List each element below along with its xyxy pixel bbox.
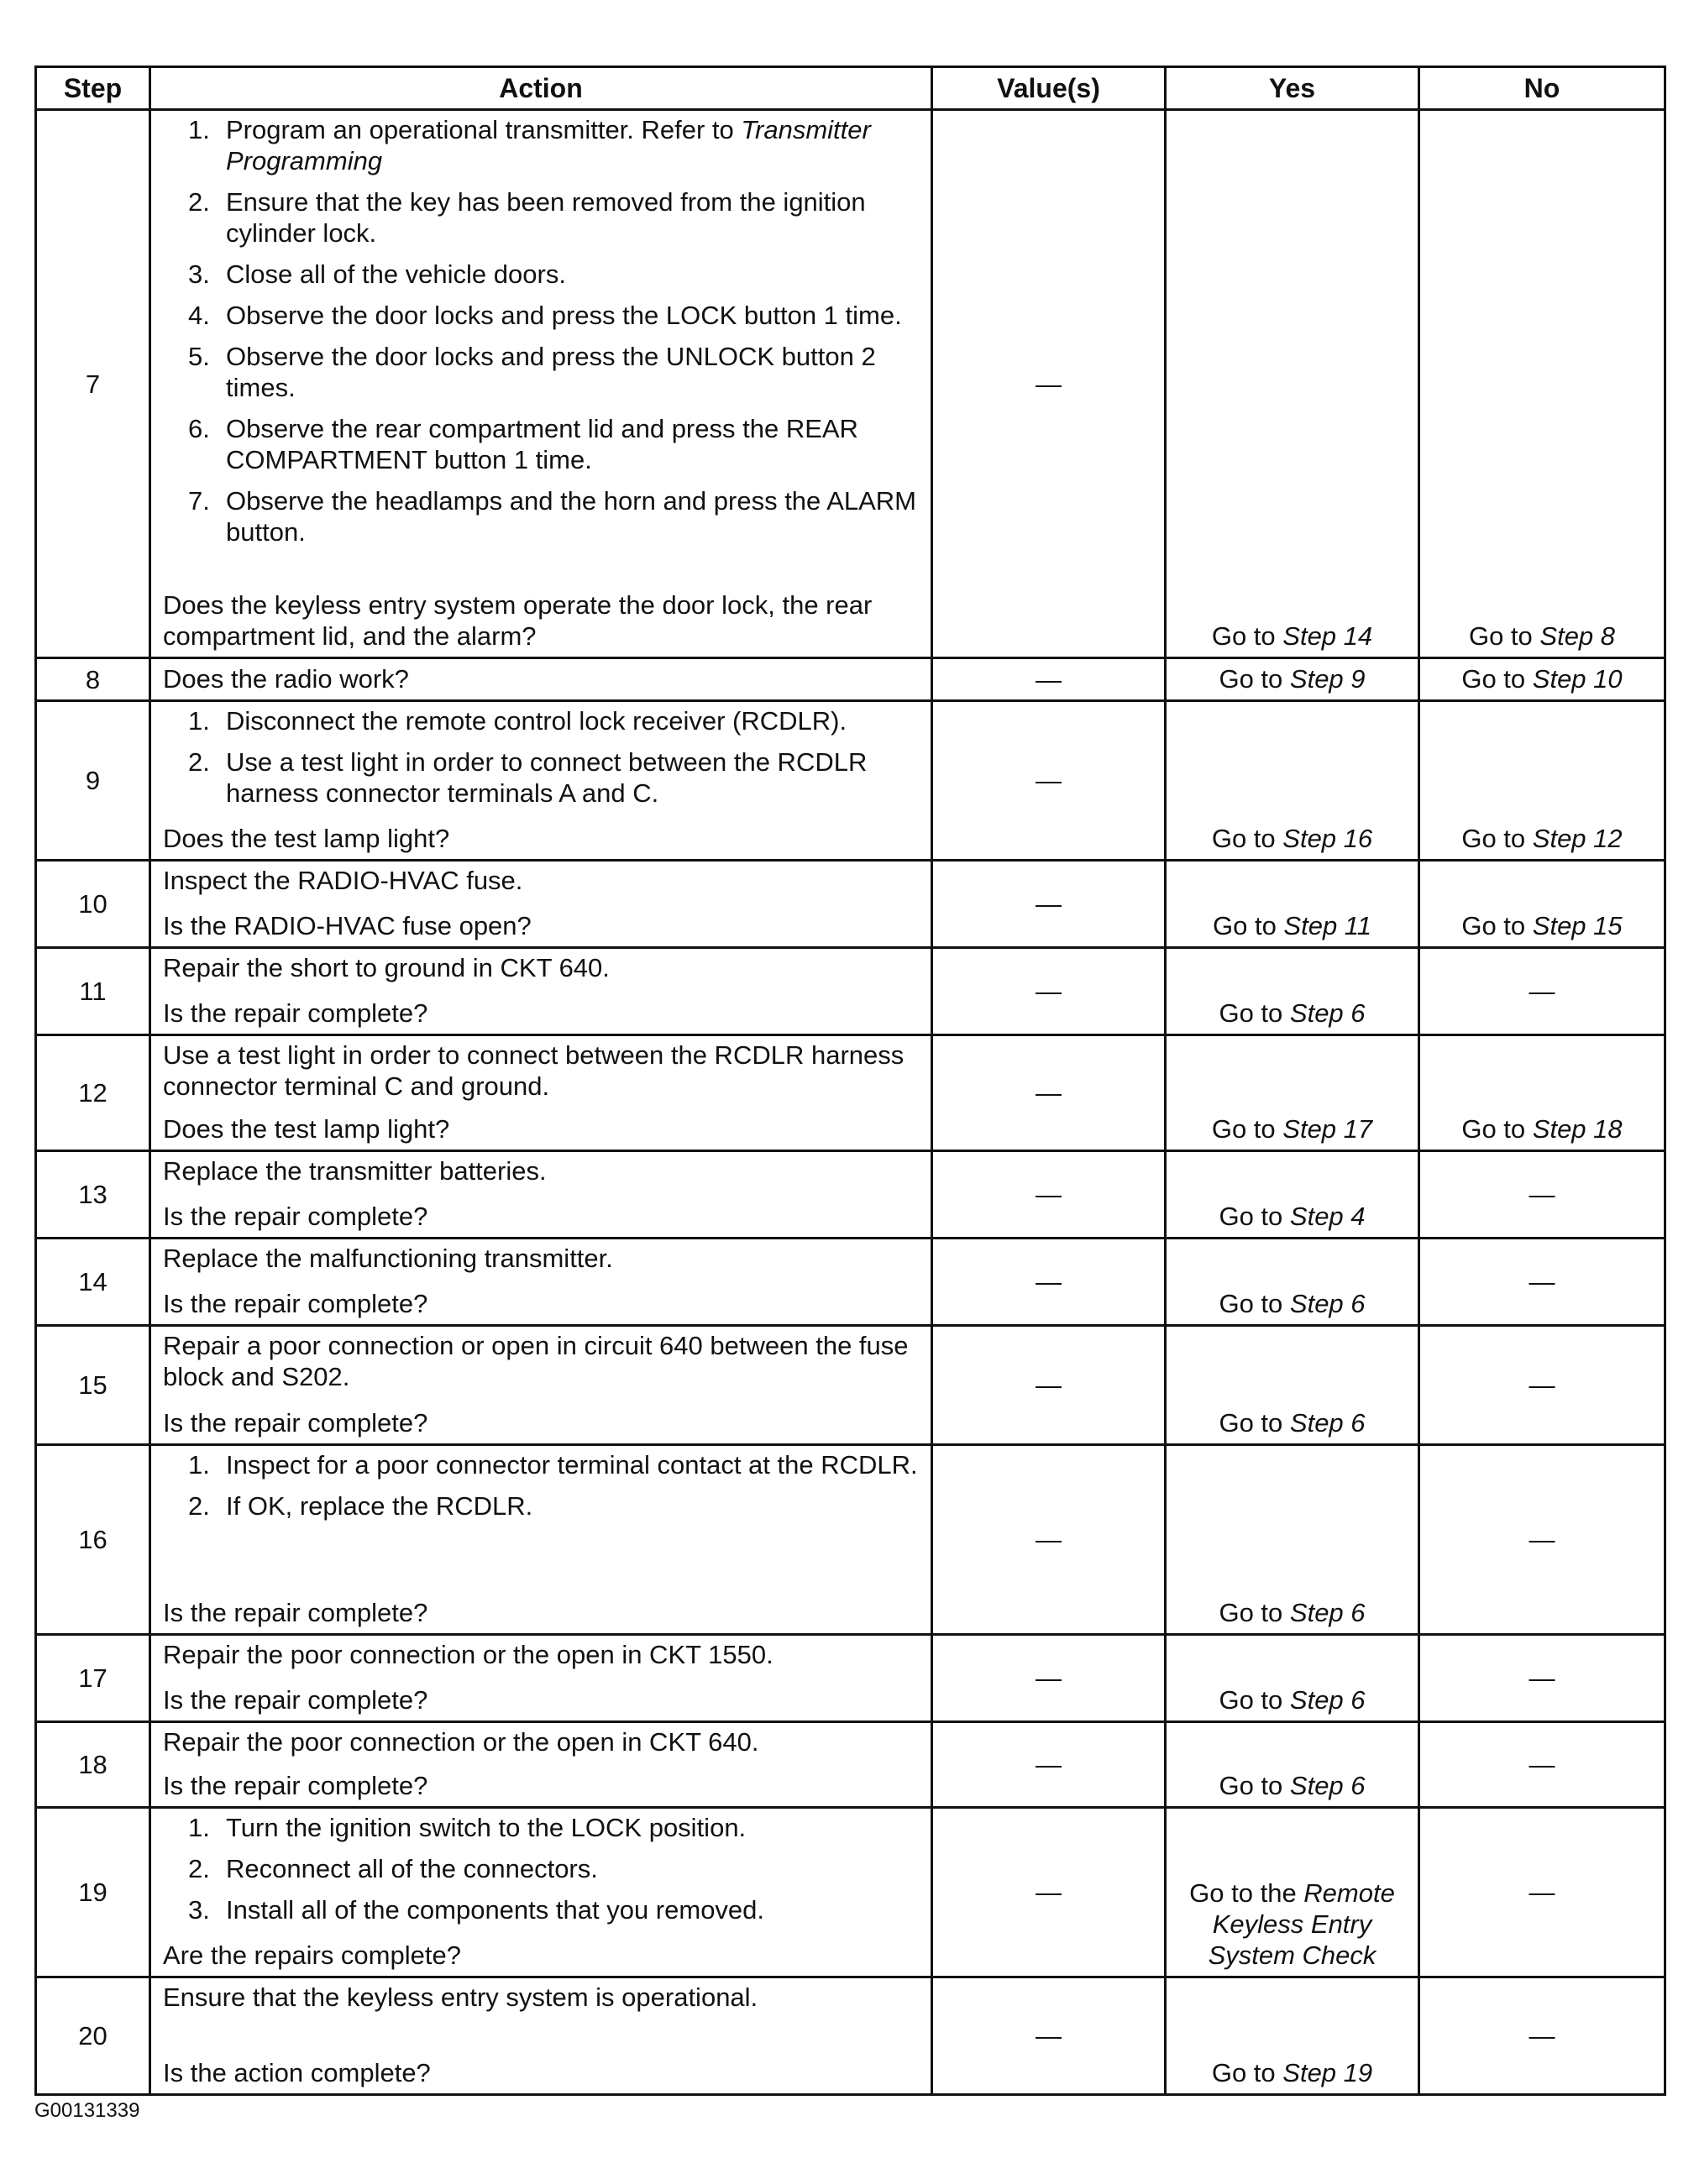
table-row xyxy=(36,1239,1665,1326)
action-step-number: 1. xyxy=(188,1450,210,1480)
step-reference: Step 9 xyxy=(1289,664,1366,694)
text: Observe the headlamps and the horn and press the ALARM button. xyxy=(226,486,916,547)
text: Disconnect the remote control lock receiver (RCDLR). xyxy=(226,706,847,736)
action-question: Does the test lamp light? xyxy=(163,824,450,853)
value-cell: — xyxy=(932,110,1166,658)
action-step-text xyxy=(226,341,919,403)
action-step-text xyxy=(226,413,919,475)
step-reference: Step 15 xyxy=(1532,911,1623,940)
action-step xyxy=(188,1490,919,1521)
text: Go to xyxy=(1211,824,1283,853)
action-text: Use a test light in order to connect between the RCDLR harness connector terminal C and ground. xyxy=(163,1040,905,1101)
action-step-number: 2. xyxy=(188,747,210,777)
action-cell xyxy=(150,1635,932,1722)
action-step-text xyxy=(226,746,919,809)
no-cell xyxy=(1419,1808,1665,1977)
header-yes: Yes xyxy=(1166,67,1419,110)
action-step-number: 3. xyxy=(188,259,210,289)
yes-cell xyxy=(1166,1445,1419,1635)
yes-cell xyxy=(1166,948,1419,1035)
action-cell xyxy=(150,658,932,701)
action-question: Is the action complete? xyxy=(163,2058,431,2087)
action-cell xyxy=(150,1151,932,1239)
action-content xyxy=(163,1330,919,1438)
value-cell: — xyxy=(932,861,1166,948)
yes-cell xyxy=(1166,861,1419,948)
no-cell xyxy=(1419,1722,1665,1808)
yes-cell xyxy=(1166,1035,1419,1151)
action-content xyxy=(163,1040,919,1144)
step-reference: Step 14 xyxy=(1282,621,1373,651)
action-step-text xyxy=(226,1490,532,1521)
action-cell xyxy=(150,1722,932,1808)
action-cell xyxy=(150,1808,932,1977)
value-cell: — xyxy=(932,1445,1166,1635)
value-cell: — xyxy=(932,1635,1166,1722)
step-reference: Step 16 xyxy=(1282,824,1373,853)
action-text: Repair the poor connection or the open in CKT 640. xyxy=(163,1727,759,1757)
table-row xyxy=(36,1445,1665,1635)
action-content xyxy=(163,663,919,694)
yes-cell xyxy=(1166,1635,1419,1722)
action-text: Replace the transmitter batteries. xyxy=(163,1156,547,1186)
diagnostic-table xyxy=(34,65,1666,2096)
step-number: 9 xyxy=(36,701,150,861)
step-reference: Step 10 xyxy=(1532,664,1623,694)
action-content xyxy=(163,1155,919,1232)
text: Go to xyxy=(1461,664,1533,694)
action-text: Repair the short to ground in CKT 640. xyxy=(163,953,610,982)
yes-cell xyxy=(1166,1239,1419,1326)
action-step-text xyxy=(226,300,902,331)
step-number: 13 xyxy=(36,1151,150,1239)
step-reference: Step 6 xyxy=(1289,998,1366,1028)
text: — xyxy=(1529,1370,1555,1400)
no-cell xyxy=(1419,1445,1665,1635)
step-number: 10 xyxy=(36,861,150,948)
no-cell xyxy=(1419,658,1665,701)
action-text: Ensure that the keyless entry system is operational. xyxy=(163,1982,758,2012)
action-step-number: 2. xyxy=(188,187,210,217)
table-row xyxy=(36,1722,1665,1808)
table-row xyxy=(36,1808,1665,1977)
table-row xyxy=(36,701,1665,861)
step-number: 20 xyxy=(36,1977,150,2095)
step-number: 15 xyxy=(36,1326,150,1445)
action-content xyxy=(163,1639,919,1715)
text: Close all of the vehicle doors. xyxy=(226,259,566,289)
step-reference: Step 6 xyxy=(1289,1685,1366,1715)
no-cell xyxy=(1419,1151,1665,1239)
action-step xyxy=(188,1853,919,1884)
value-cell: — xyxy=(932,1977,1166,2095)
text: Observe the rear compartment lid and press the REAR COMPARTMENT button 1 time. xyxy=(226,414,858,474)
action-step xyxy=(188,705,919,736)
text: Go to xyxy=(1211,621,1283,651)
action-step-number: 1. xyxy=(188,115,210,144)
no-cell xyxy=(1419,861,1665,948)
action-step-text xyxy=(226,1449,918,1480)
step-reference: Step 4 xyxy=(1289,1202,1366,1231)
text: Go to xyxy=(1461,911,1533,940)
action-step xyxy=(188,259,919,290)
text: — xyxy=(1529,1267,1555,1296)
text: Go to the xyxy=(1189,1878,1304,1908)
action-question: Does the radio work? xyxy=(163,664,409,694)
step-reference: Step 8 xyxy=(1539,621,1616,651)
no-cell xyxy=(1419,948,1665,1035)
step-number: 12 xyxy=(36,1035,150,1151)
text: — xyxy=(1529,1663,1555,1693)
step-number: 14 xyxy=(36,1239,150,1326)
figure-id: G00131339 xyxy=(34,2099,140,2122)
text: Turn the ignition switch to the LOCK position. xyxy=(226,1813,747,1842)
action-step-number: 3. xyxy=(188,1895,210,1925)
action-step-number: 2. xyxy=(188,1854,210,1883)
action-step-text xyxy=(226,1894,764,1925)
yes-cell xyxy=(1166,1151,1419,1239)
action-content xyxy=(163,114,919,652)
step-reference: Step 12 xyxy=(1532,824,1623,853)
text: Observe the door locks and press the UNLOCK button 2 times. xyxy=(226,342,876,402)
text: If OK, replace the RCDLR. xyxy=(226,1491,533,1521)
action-text: Inspect the RADIO-HVAC fuse. xyxy=(163,866,523,895)
action-question: Is the RADIO-HVAC fuse open? xyxy=(163,911,532,940)
step-reference: Step 6 xyxy=(1289,1408,1366,1438)
text: Reconnect all of the connectors. xyxy=(226,1854,598,1883)
text: Go to xyxy=(1461,824,1533,853)
action-cell xyxy=(150,1326,932,1445)
action-step-text xyxy=(226,114,919,176)
table-row xyxy=(36,110,1665,658)
action-content xyxy=(163,952,919,1029)
text: — xyxy=(1529,1180,1555,1209)
table-row xyxy=(36,1326,1665,1445)
text: Install all of the components that you removed. xyxy=(226,1895,765,1925)
action-step-number: 1. xyxy=(188,1813,210,1842)
table-body xyxy=(36,110,1665,2095)
no-cell xyxy=(1419,1326,1665,1445)
action-step-text xyxy=(226,259,566,290)
step-reference: Remote Keyless Entry System Check xyxy=(1208,1878,1395,1970)
header-action: Action xyxy=(150,67,932,110)
value-cell: — xyxy=(932,701,1166,861)
step-number: 7 xyxy=(36,110,150,658)
step-reference: Step 6 xyxy=(1289,1598,1366,1627)
text: Go to xyxy=(1219,1289,1290,1318)
action-step-number: 2. xyxy=(188,1491,210,1521)
header-step: Step xyxy=(36,67,150,110)
action-cell xyxy=(150,861,932,948)
action-text: Repair the poor connection or the open in CKT 1550. xyxy=(163,1640,773,1669)
text: Go to xyxy=(1468,621,1540,651)
no-cell xyxy=(1419,1239,1665,1326)
step-number: 18 xyxy=(36,1722,150,1808)
step-number: 8 xyxy=(36,658,150,701)
step-reference: Step 18 xyxy=(1532,1114,1623,1144)
no-cell xyxy=(1419,701,1665,861)
text: Observe the door locks and press the LOCK button 1 time. xyxy=(226,301,902,330)
action-question: Is the repair complete? xyxy=(163,1771,428,1800)
step-reference: Step 11 xyxy=(1283,911,1371,940)
no-cell xyxy=(1419,110,1665,658)
action-cell xyxy=(150,948,932,1035)
step-reference: Step 19 xyxy=(1282,2058,1373,2087)
action-content xyxy=(163,1243,919,1319)
action-question: Is the repair complete? xyxy=(163,1202,428,1231)
yes-cell xyxy=(1166,658,1419,701)
action-content xyxy=(163,1982,919,2088)
value-cell: — xyxy=(932,658,1166,701)
action-step-number: 6. xyxy=(188,414,210,443)
text: Go to xyxy=(1219,1771,1290,1800)
action-step-number: 7. xyxy=(188,486,210,516)
value-cell: — xyxy=(932,1808,1166,1977)
text: — xyxy=(1529,977,1555,1006)
yes-cell xyxy=(1166,701,1419,861)
action-content xyxy=(163,1449,919,1628)
text: Go to xyxy=(1211,1114,1283,1144)
text: Inspect for a poor connector terminal contact at the RCDLR. xyxy=(226,1450,918,1480)
no-cell xyxy=(1419,1977,1665,2095)
action-cell xyxy=(150,110,932,658)
value-cell: — xyxy=(932,1326,1166,1445)
text: — xyxy=(1529,1750,1555,1779)
action-cell xyxy=(150,1239,932,1326)
action-step-text xyxy=(226,1853,598,1884)
action-question: Is the repair complete? xyxy=(163,1408,428,1438)
step-reference: Step 6 xyxy=(1289,1289,1366,1318)
action-step xyxy=(188,1449,919,1480)
text: Use a test light in order to connect between the RCDLR harness connector terminals A and C. xyxy=(226,747,868,808)
step-number: 16 xyxy=(36,1445,150,1635)
step-number: 11 xyxy=(36,948,150,1035)
table-row xyxy=(36,1035,1665,1151)
action-question: Is the repair complete? xyxy=(163,998,428,1028)
action-step xyxy=(188,485,919,547)
action-question: Is the repair complete? xyxy=(163,1685,428,1715)
text: Go to xyxy=(1212,911,1284,940)
action-cell xyxy=(150,1977,932,2095)
action-question: Is the repair complete? xyxy=(163,1289,428,1318)
step-number: 17 xyxy=(36,1635,150,1722)
table-row xyxy=(36,948,1665,1035)
text: Go to xyxy=(1461,1114,1533,1144)
action-step-number: 4. xyxy=(188,301,210,330)
action-step xyxy=(188,341,919,403)
text: Ensure that the key has been removed from the ignition cylinder lock. xyxy=(226,187,866,248)
text: Go to xyxy=(1219,1202,1290,1231)
no-cell xyxy=(1419,1035,1665,1151)
action-step-text xyxy=(226,1812,746,1843)
yes-cell xyxy=(1166,1808,1419,1977)
text: Go to xyxy=(1219,998,1290,1028)
action-content xyxy=(163,1812,919,1971)
action-step-text xyxy=(226,485,919,547)
value-cell: — xyxy=(932,1035,1166,1151)
action-step xyxy=(188,186,919,249)
action-text: Replace the malfunctioning transmitter. xyxy=(163,1244,613,1273)
action-question: Does the test lamp light? xyxy=(163,1114,450,1144)
action-step-text xyxy=(226,705,847,736)
step-reference: Step 17 xyxy=(1282,1114,1373,1144)
step-reference: Transmitter Programming xyxy=(226,115,871,175)
text: — xyxy=(1529,1525,1555,1554)
text: Go to xyxy=(1219,1685,1290,1715)
action-step xyxy=(188,300,919,331)
header-values: Value(s) xyxy=(932,67,1166,110)
text: — xyxy=(1529,1878,1555,1907)
action-content xyxy=(163,865,919,941)
action-cell xyxy=(150,1445,932,1635)
yes-cell xyxy=(1166,1977,1419,2095)
action-step xyxy=(188,1812,919,1843)
value-cell: — xyxy=(932,1151,1166,1239)
action-step xyxy=(188,746,919,809)
text: Go to xyxy=(1219,1408,1290,1438)
table-row xyxy=(36,1977,1665,2095)
action-step-number: 5. xyxy=(188,342,210,371)
table-row xyxy=(36,1151,1665,1239)
action-step xyxy=(188,413,919,475)
value-cell: — xyxy=(932,1722,1166,1808)
step-number: 19 xyxy=(36,1808,150,1977)
text: Go to xyxy=(1211,2058,1283,2087)
action-step-text xyxy=(226,186,919,249)
no-cell xyxy=(1419,1635,1665,1722)
text: Program an operational transmitter. Refer to xyxy=(226,115,742,144)
text: — xyxy=(1529,2021,1555,2050)
yes-cell xyxy=(1166,1722,1419,1808)
text: Go to xyxy=(1219,1598,1290,1627)
action-cell xyxy=(150,701,932,861)
table-row xyxy=(36,1635,1665,1722)
value-cell: — xyxy=(932,1239,1166,1326)
action-text: Repair a poor connection or open in circuit 640 between the fuse block and S202. xyxy=(163,1331,909,1391)
table-row xyxy=(36,861,1665,948)
action-question: Does the keyless entry system operate the door lock, the rear compartment lid, and the alarm? xyxy=(163,590,873,651)
action-cell xyxy=(150,1035,932,1151)
action-step xyxy=(188,114,919,176)
yes-cell xyxy=(1166,1326,1419,1445)
yes-cell xyxy=(1166,110,1419,658)
header-no: No xyxy=(1419,67,1665,110)
header-row xyxy=(36,67,1665,110)
value-cell: — xyxy=(932,948,1166,1035)
action-step xyxy=(188,1894,919,1925)
action-question: Is the repair complete? xyxy=(163,1598,428,1627)
table-row xyxy=(36,658,1665,701)
action-content xyxy=(163,1726,919,1801)
action-question: Are the repairs complete? xyxy=(163,1940,461,1970)
action-content xyxy=(163,705,919,854)
text: Go to xyxy=(1219,664,1290,694)
step-reference: Step 6 xyxy=(1289,1771,1366,1800)
action-step-number: 1. xyxy=(188,706,210,736)
